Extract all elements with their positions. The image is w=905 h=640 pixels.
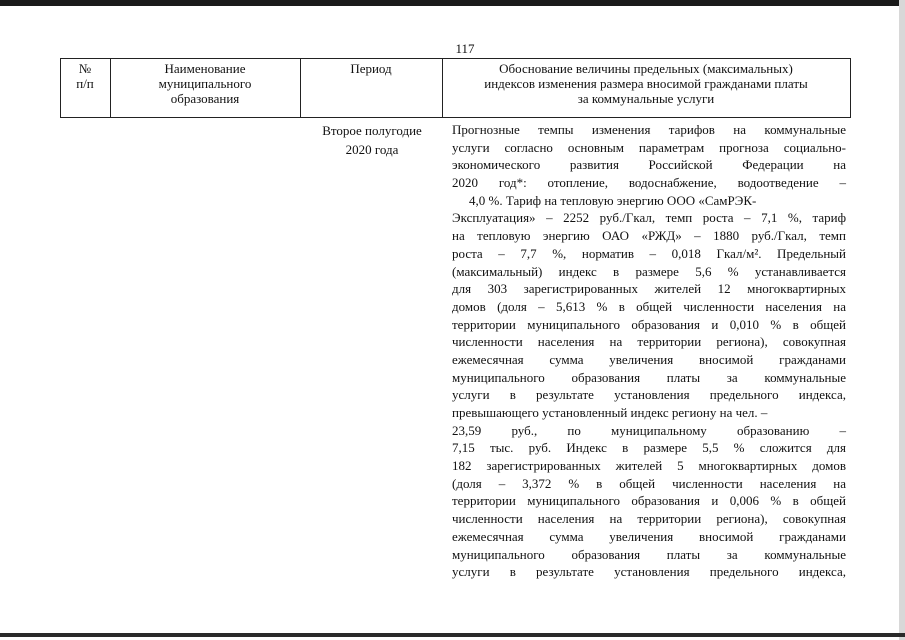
text-line: (максимальный) индекс в размере 5,6 % устанавливается <box>452 263 846 279</box>
header-basis-line: Обоснование величины предельных (максимальных) <box>499 61 793 76</box>
header-municipality-line: образования <box>170 91 240 106</box>
text-line: услуги согласно основным параметрам прогноза социально- <box>452 139 846 155</box>
text-line: роста – 7,7 %, норматив – 0,018 Гкал/м². Предельный <box>452 245 846 261</box>
text-line: территории муниципального образования и 0,006 % в общей <box>452 493 846 509</box>
text-line: территории муниципального образования и 0,010 % в общей <box>452 316 846 332</box>
text-line: ежемесячная сумма увеличения вносимой гражданами <box>452 351 846 367</box>
scan-edge-top <box>0 0 905 6</box>
row-period <box>302 121 442 159</box>
header-number-line: № <box>78 61 92 76</box>
table-header-bottom-border <box>60 117 851 118</box>
row-period-line: Второе полугодие <box>322 123 422 138</box>
text-line: 4,0 %. Тариф на тепловую энергию ООО «СамРЭК- <box>469 192 757 208</box>
page-number: 117 <box>455 41 475 56</box>
text-line: Прогнозные темпы изменения тарифов на коммунальные <box>452 122 846 137</box>
text-line: 2020 год*: отопление, водоснабжение, водоотведение – <box>452 175 846 191</box>
scan-edge-right <box>899 0 905 640</box>
header-period <box>300 61 442 76</box>
text-line: услуги в результате установления предельного индекса, <box>452 564 846 580</box>
text-line: превышающего установленный индекс региону на чел. – <box>452 405 768 420</box>
header-municipality-line: муниципального <box>158 76 252 91</box>
text-line: экономического развития Российской Федерации на <box>452 157 846 173</box>
row-period-line: 2020 года <box>345 142 399 157</box>
text-line: численности населения на территории региона), совокупная <box>452 511 846 527</box>
scan-edge-bottom <box>0 633 905 637</box>
text-line: 182 зарегистрированных жителей 5 многоквартирных домов <box>452 458 846 474</box>
header-basis <box>442 61 850 106</box>
text-line: муниципального образования платы за коммунальные <box>452 369 846 385</box>
header-municipality <box>110 61 300 106</box>
header-period-line: Период <box>350 61 392 76</box>
text-line: 23,59 руб., по муниципальному образованию – <box>452 422 846 438</box>
header-basis-line: за коммунальные услуги <box>577 91 715 106</box>
header-number <box>60 61 110 91</box>
text-line: услуги в результате установления предельного индекса, <box>452 387 846 403</box>
row-justification-text <box>452 121 846 581</box>
text-line: (доля – 3,372 % в общей численности населения на <box>452 475 846 491</box>
header-basis-line: индексов изменения размера вносимой гражданами платы <box>484 76 808 91</box>
text-line: на тепловую энергию ОАО «РЖД» – 1880 руб./Гкал, темп <box>452 228 846 244</box>
text-line: для 303 зарегистрированных жителей 12 многоквартирных <box>452 281 846 297</box>
text-line: Эксплуатация» – 2252 руб./Гкал, темп роста – 7,1 %, тариф <box>452 210 846 226</box>
header-municipality-line: Наименование <box>164 61 246 76</box>
text-line: 7,15 тыс. руб. Индекс в размере 5,5 % сложится для <box>452 440 846 456</box>
text-line: муниципального образования платы за коммунальные <box>452 546 846 562</box>
text-line: численности населения на территории региона), совокупная <box>452 334 846 350</box>
text-line: домов (доля – 5,613 % в общей численности населения на <box>452 298 846 314</box>
table-right-border <box>850 58 851 118</box>
text-line: ежемесячная сумма увеличения вносимой гражданами <box>452 528 846 544</box>
table-top-border <box>60 58 851 59</box>
header-number-line: п/п <box>76 76 94 91</box>
